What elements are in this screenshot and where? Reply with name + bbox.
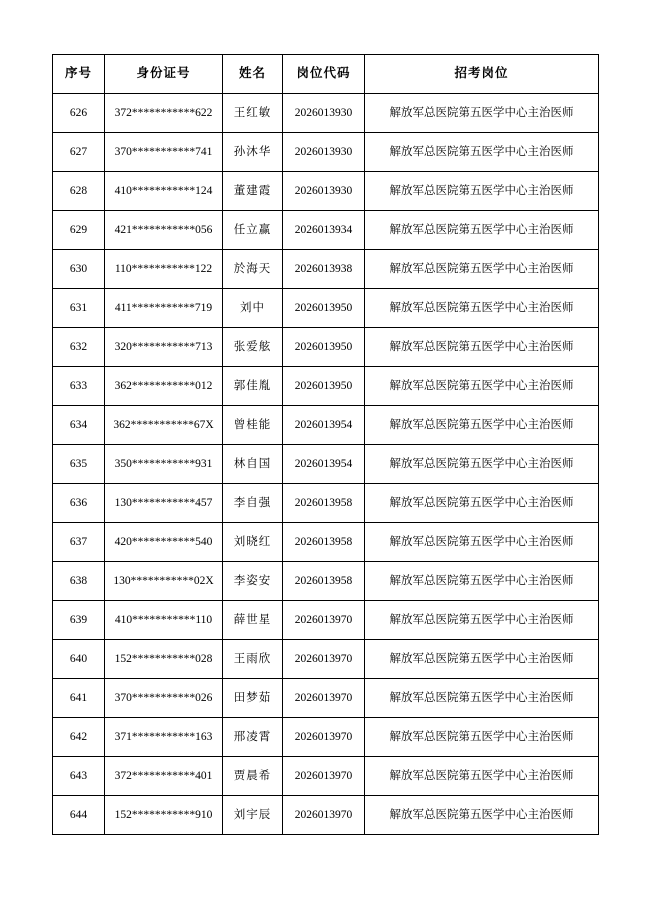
cell-code: 2026013950 [283, 289, 365, 328]
cell-seq: 627 [53, 133, 105, 172]
table-row [53, 796, 599, 835]
cell-name: 王雨欣 [223, 640, 283, 679]
cell-post: 解放军总医院第五医学中心主治医师 [365, 133, 599, 172]
table-row [53, 211, 599, 250]
cell-post: 解放军总医院第五医学中心主治医师 [365, 172, 599, 211]
cell-seq: 637 [53, 523, 105, 562]
column-header-post: 招考岗位 [365, 55, 599, 94]
cell-id: 370***********026 [105, 679, 223, 718]
cell-code: 2026013930 [283, 172, 365, 211]
cell-post: 解放军总医院第五医学中心主治医师 [365, 601, 599, 640]
cell-id: 421***********056 [105, 211, 223, 250]
cell-post: 解放军总医院第五医学中心主治医师 [365, 211, 599, 250]
cell-id: 320***********713 [105, 328, 223, 367]
cell-post: 解放军总医院第五医学中心主治医师 [365, 796, 599, 835]
cell-seq: 638 [53, 562, 105, 601]
cell-code: 2026013970 [283, 679, 365, 718]
table-row [53, 328, 599, 367]
cell-id: 372***********401 [105, 757, 223, 796]
cell-code: 2026013954 [283, 406, 365, 445]
column-header-seq: 序号 [53, 55, 105, 94]
table-row [53, 601, 599, 640]
cell-seq: 642 [53, 718, 105, 757]
table-row [53, 289, 599, 328]
table-header-row [53, 55, 599, 94]
cell-name: 於海天 [223, 250, 283, 289]
cell-seq: 632 [53, 328, 105, 367]
cell-code: 2026013930 [283, 94, 365, 133]
cell-id: 372***********622 [105, 94, 223, 133]
cell-name: 薛世星 [223, 601, 283, 640]
table-header [53, 55, 599, 94]
table-row [53, 523, 599, 562]
cell-name: 张爱舷 [223, 328, 283, 367]
cell-name: 邢凌霄 [223, 718, 283, 757]
cell-id: 410***********124 [105, 172, 223, 211]
cell-name: 郭佳胤 [223, 367, 283, 406]
cell-name: 刘中 [223, 289, 283, 328]
cell-seq: 630 [53, 250, 105, 289]
cell-id: 110***********122 [105, 250, 223, 289]
table-row [53, 718, 599, 757]
cell-code: 2026013950 [283, 328, 365, 367]
cell-post: 解放军总医院第五医学中心主治医师 [365, 484, 599, 523]
table-row [53, 367, 599, 406]
table-body [53, 94, 599, 835]
table-row [53, 250, 599, 289]
cell-code: 2026013954 [283, 445, 365, 484]
cell-post: 解放军总医院第五医学中心主治医师 [365, 679, 599, 718]
cell-post: 解放军总医院第五医学中心主治医师 [365, 289, 599, 328]
cell-seq: 626 [53, 94, 105, 133]
cell-id: 130***********457 [105, 484, 223, 523]
cell-seq: 640 [53, 640, 105, 679]
cell-id: 410***********110 [105, 601, 223, 640]
cell-seq: 644 [53, 796, 105, 835]
cell-name: 孙沐华 [223, 133, 283, 172]
cell-post: 解放军总医院第五医学中心主治医师 [365, 328, 599, 367]
cell-name: 刘晓红 [223, 523, 283, 562]
cell-post: 解放军总医院第五医学中心主治医师 [365, 523, 599, 562]
cell-seq: 628 [53, 172, 105, 211]
cell-code: 2026013950 [283, 367, 365, 406]
cell-code: 2026013970 [283, 640, 365, 679]
cell-seq: 633 [53, 367, 105, 406]
table-row [53, 484, 599, 523]
cell-seq: 636 [53, 484, 105, 523]
cell-name: 董建霞 [223, 172, 283, 211]
cell-id: 362***********012 [105, 367, 223, 406]
table-row [53, 133, 599, 172]
cell-seq: 643 [53, 757, 105, 796]
cell-id: 370***********741 [105, 133, 223, 172]
cell-name: 任立赢 [223, 211, 283, 250]
cell-id: 350***********931 [105, 445, 223, 484]
cell-code: 2026013958 [283, 523, 365, 562]
cell-post: 解放军总医院第五医学中心主治医师 [365, 94, 599, 133]
table-row [53, 679, 599, 718]
cell-name: 李姿安 [223, 562, 283, 601]
cell-post: 解放军总医院第五医学中心主治医师 [365, 367, 599, 406]
cell-post: 解放军总医院第五医学中心主治医师 [365, 250, 599, 289]
cell-id: 130***********02X [105, 562, 223, 601]
cell-code: 2026013970 [283, 601, 365, 640]
cell-post: 解放军总医院第五医学中心主治医师 [365, 718, 599, 757]
cell-code: 2026013934 [283, 211, 365, 250]
table-row [53, 757, 599, 796]
cell-name: 曾桂能 [223, 406, 283, 445]
cell-id: 371***********163 [105, 718, 223, 757]
column-header-code: 岗位代码 [283, 55, 365, 94]
table-row [53, 172, 599, 211]
cell-name: 贾晨希 [223, 757, 283, 796]
table-row [53, 406, 599, 445]
cell-code: 2026013958 [283, 562, 365, 601]
cell-post: 解放军总医院第五医学中心主治医师 [365, 640, 599, 679]
cell-name: 林自国 [223, 445, 283, 484]
cell-seq: 635 [53, 445, 105, 484]
cell-code: 2026013970 [283, 718, 365, 757]
cell-code: 2026013970 [283, 796, 365, 835]
cell-code: 2026013970 [283, 757, 365, 796]
cell-id: 152***********028 [105, 640, 223, 679]
table-row [53, 94, 599, 133]
cell-name: 李自强 [223, 484, 283, 523]
cell-post: 解放军总医院第五医学中心主治医师 [365, 445, 599, 484]
cell-post: 解放军总医院第五医学中心主治医师 [365, 406, 599, 445]
cell-id: 362***********67X [105, 406, 223, 445]
cell-code: 2026013930 [283, 133, 365, 172]
cell-seq: 634 [53, 406, 105, 445]
table-row [53, 562, 599, 601]
cell-name: 田梦茹 [223, 679, 283, 718]
cell-post: 解放军总医院第五医学中心主治医师 [365, 562, 599, 601]
column-header-name: 姓名 [223, 55, 283, 94]
column-header-id: 身份证号 [105, 55, 223, 94]
cell-id: 420***********540 [105, 523, 223, 562]
cell-post: 解放军总医院第五医学中心主治医师 [365, 757, 599, 796]
cell-id: 411***********719 [105, 289, 223, 328]
candidate-roster-table [52, 54, 599, 835]
cell-id: 152***********910 [105, 796, 223, 835]
cell-seq: 631 [53, 289, 105, 328]
table-row [53, 640, 599, 679]
cell-seq: 641 [53, 679, 105, 718]
cell-seq: 629 [53, 211, 105, 250]
cell-code: 2026013938 [283, 250, 365, 289]
table-row [53, 445, 599, 484]
cell-name: 王红敏 [223, 94, 283, 133]
cell-name: 刘宇辰 [223, 796, 283, 835]
cell-seq: 639 [53, 601, 105, 640]
cell-code: 2026013958 [283, 484, 365, 523]
